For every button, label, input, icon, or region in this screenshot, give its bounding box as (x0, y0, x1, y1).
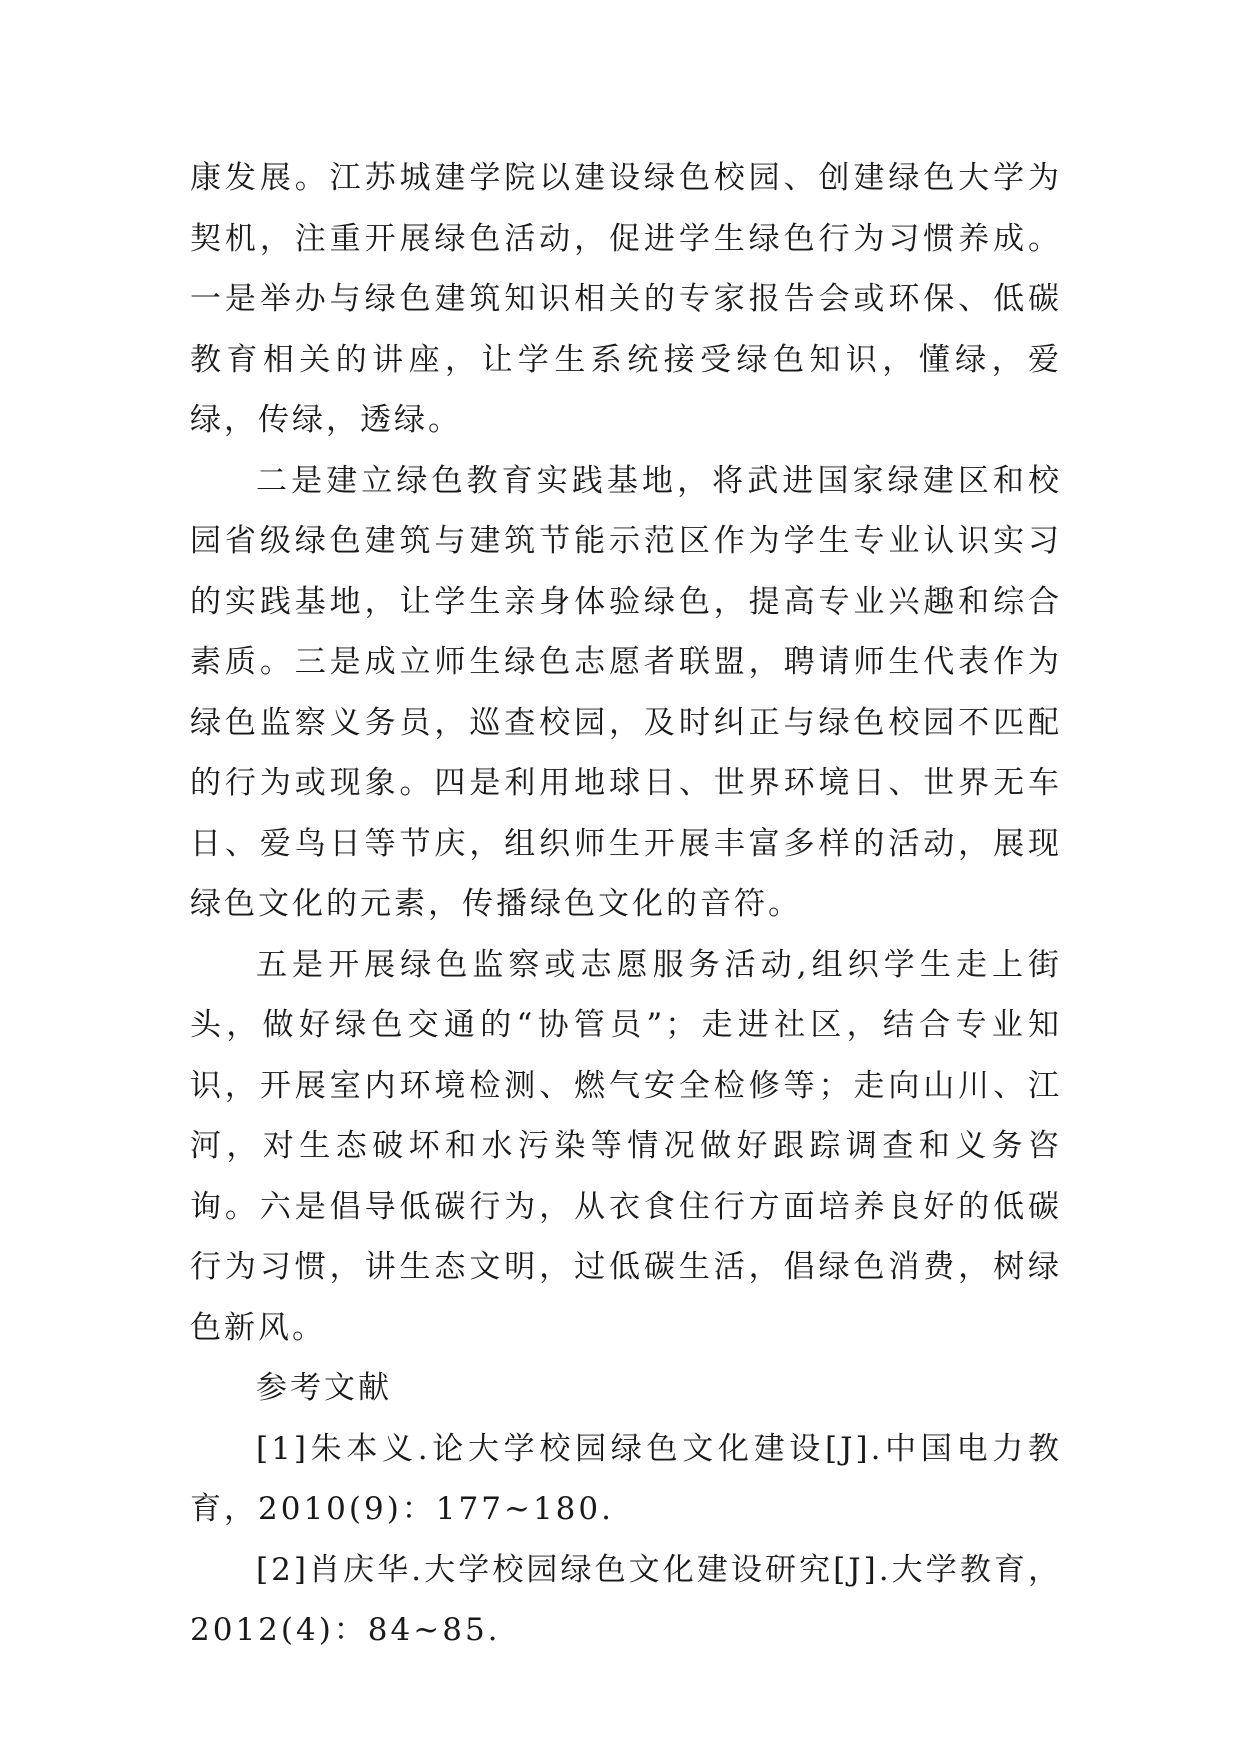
paragraph-1: 康发展。江苏城建学院以建设绿色校园、创建绿色大学为契机，注重开展绿色活动，促进学生绿色行为习惯养成。一是举办与绿色建筑知识相关的专家报告会或环保、低碳教育相关的讲座，让学生系统接受绿色知识，懂绿，爱绿，传绿，透绿。 (190, 160, 1062, 438)
document-body (190, 148, 1062, 1661)
reference-2: [2]肖庆华.大学校园绿色文化建设研究[J].大学教育，2012(4)：84~85. (190, 1551, 1062, 1648)
reference-1: [1]朱本义.论大学校园绿色文化建设[J].中国电力教育，2010(9)：177~180. (190, 1430, 1062, 1527)
references-heading: 参考文献 (256, 1370, 392, 1406)
paragraph-3: 五是开展绿色监察或志愿服务活动,组织学生走上街头，做好绿色交通的“协管员”；走进社区，结合专业知识，开展室内环境检测、燃气安全检修等；走向山川、江河，对生态破坏和水污染等情况做好跟踪调查和义务咨询。六是倡导低碳行为，从衣食住行方面培养良好的低碳行为习惯，讲生态文明，过低碳生活，倡绿色消费，树绿色新风。 (190, 946, 1062, 1346)
paragraph-2: 二是建立绿色教育实践基地，将武进国家绿建区和校园省级绿色建筑与建筑节能示范区作为学生专业认识实习的实践基地，让学生亲身体验绿色，提高专业兴趣和综合素质。三是成立师生绿色志愿者联盟，聘请师生代表作为绿色监察义务员，巡查校园，及时纠正与绿色校园不匹配的行为或现象。四是利用地球日、世界环境日、世界无车日、爱鸟日等节庆，组织师生开展丰富多样的活动，展现绿色文化的元素，传播绿色文化的音符。 (190, 462, 1062, 922)
